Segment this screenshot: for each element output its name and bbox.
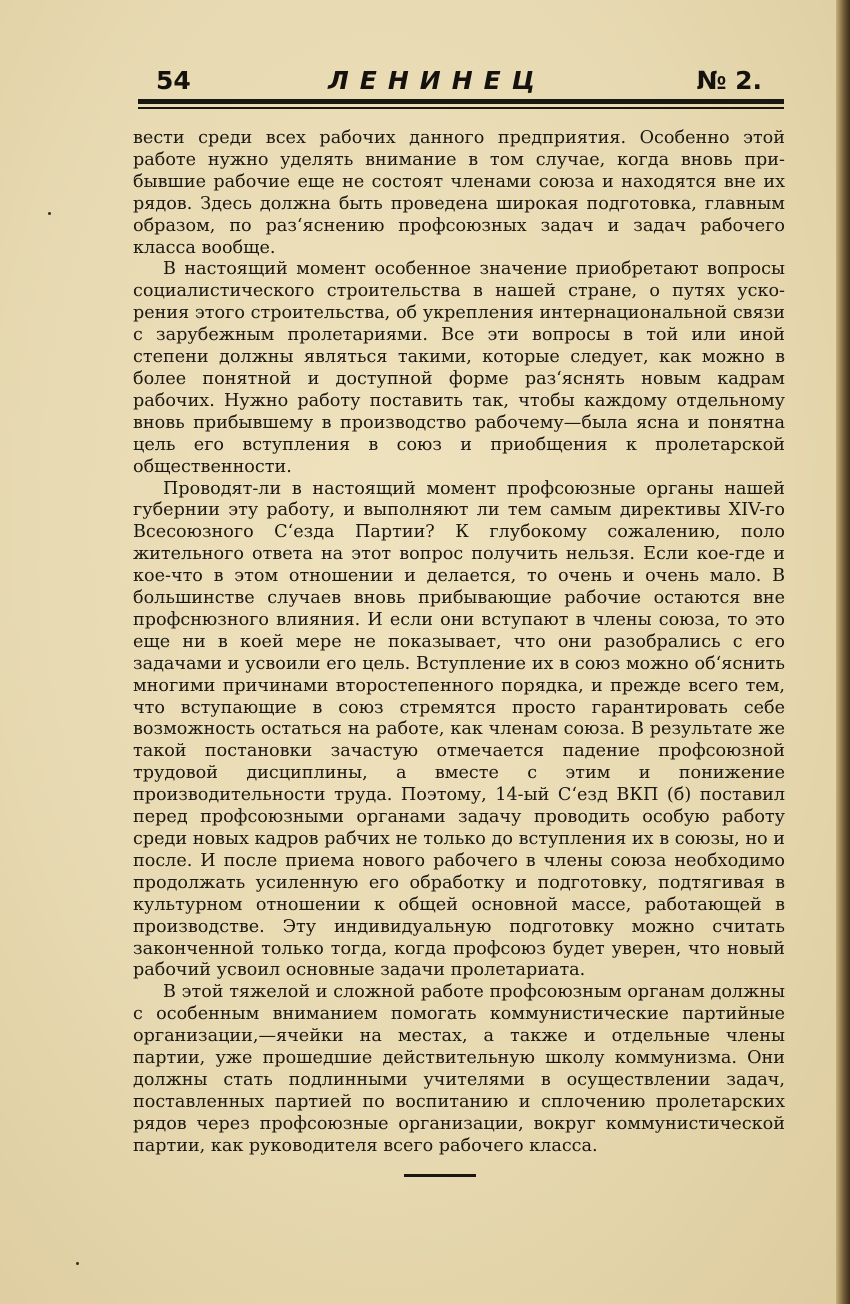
page-edge-shadow xyxy=(836,0,850,1304)
paper-speck xyxy=(48,212,51,215)
paragraph-4: В этой тяжелой и сложной работе профсоюзным органам должны с особенным вниманием помогать коммунистические партийные организации,—ячейки на местах, а также и отдельные члены партии, уже прошедшие действительную школу коммунизма. Они должны стать подлинными учителями в осуществлении задач, поставленных партией по воспитанию и сплочению пролетарских рядов через профсоюзные организации, вокруг коммунистической партии, как руководителя всего рабочего класса. xyxy=(133,982,785,1156)
page-header xyxy=(138,58,784,98)
page-number: 54 xyxy=(156,66,191,95)
paragraph-3: Проводят-ли в настоящий момент профсоюзные органы нашей губернии эту работу, и выполняют ли тем самым директивы XIV-го Всесоюзного С‘езда Партии? К глубокому сожалению, поло жительного ответа на этот вопрос получить нельзя. Если кое-где и кое-что в этом отношении и делается, то очень и очень мало. В большинстве случаев вновь прибывающие рабочие остаются вне профснюзного влияния. И если они вступают в члены союза, то это еще ни в коей мере не показывает, что они разобрались с его задачами и усвоили его цель. Вступление их в союз можно об‘яснить многими причинами второстепенного порядка, и прежде всего тем, что вступающие в союз стремятся просто гарантировать себе возможность остаться на работе, как членам союза. В результате же такой постановки зачастую отмечается падение профсоюзной трудовой дисциплины, а вместе с этим и понижение производительности труда. Поэтому, 14-ый С‘езд ВКП (б) поставил перед профсоюзными органами задачу проводить особую работу среди новых кадров рабчих не только до вступления их в союзы, но и после. И после приема нового рабочего в члены союза необходимо продолжать усиленную его обработку и подготовку, подтягивая в культурном отношении к общей основной массе, работающей в производстве. Эту индивидуальную подготовку можно считать законченной только тогда, когда профсоюз будет уверен, что новый рабочий усвоил основные задачи пролетариата. xyxy=(133,478,785,981)
paper-speck xyxy=(76,1262,79,1265)
issue-number: № 2. xyxy=(696,66,762,95)
paragraph-1: вести среди всех рабочих данного предприятия. Особенно этой работе нужно уделять внимание в том случае, когда вновь прибывшие рабочие еще не состоят членами союза и находятся вне их рядов. Здесь должна быть проведена широкая подготовка, главным образом, по раз‘яснению профсоюзных задач и задач рабочего класса вообще. xyxy=(133,128,785,258)
journal-title: ЛЕНИНЕЦ xyxy=(328,66,546,95)
header-rule-thin xyxy=(138,107,784,109)
paragraph-2: В настоящий момент особенное значение приобретают вопросы социалистического строительства в нашей стране, о путях ускорения этого строительства, об укрепления интернациональной связи с зарубежным пролетариями. Все эти вопросы в той или иной степени должны являться такими, которые следует, как можно в более понятной и доступной форме раз‘яснять новым кадрам рабочих. Нужно работу поставить так, чтобы каждому отдельному вновь прибывшему в производство рабочему—была ясна и понятна цель его вступления в союз и приобщения к пролетарской общественности. xyxy=(133,259,785,477)
article-body xyxy=(133,128,785,1158)
header-rule-thick xyxy=(138,99,784,104)
end-of-article-rule xyxy=(404,1174,476,1177)
